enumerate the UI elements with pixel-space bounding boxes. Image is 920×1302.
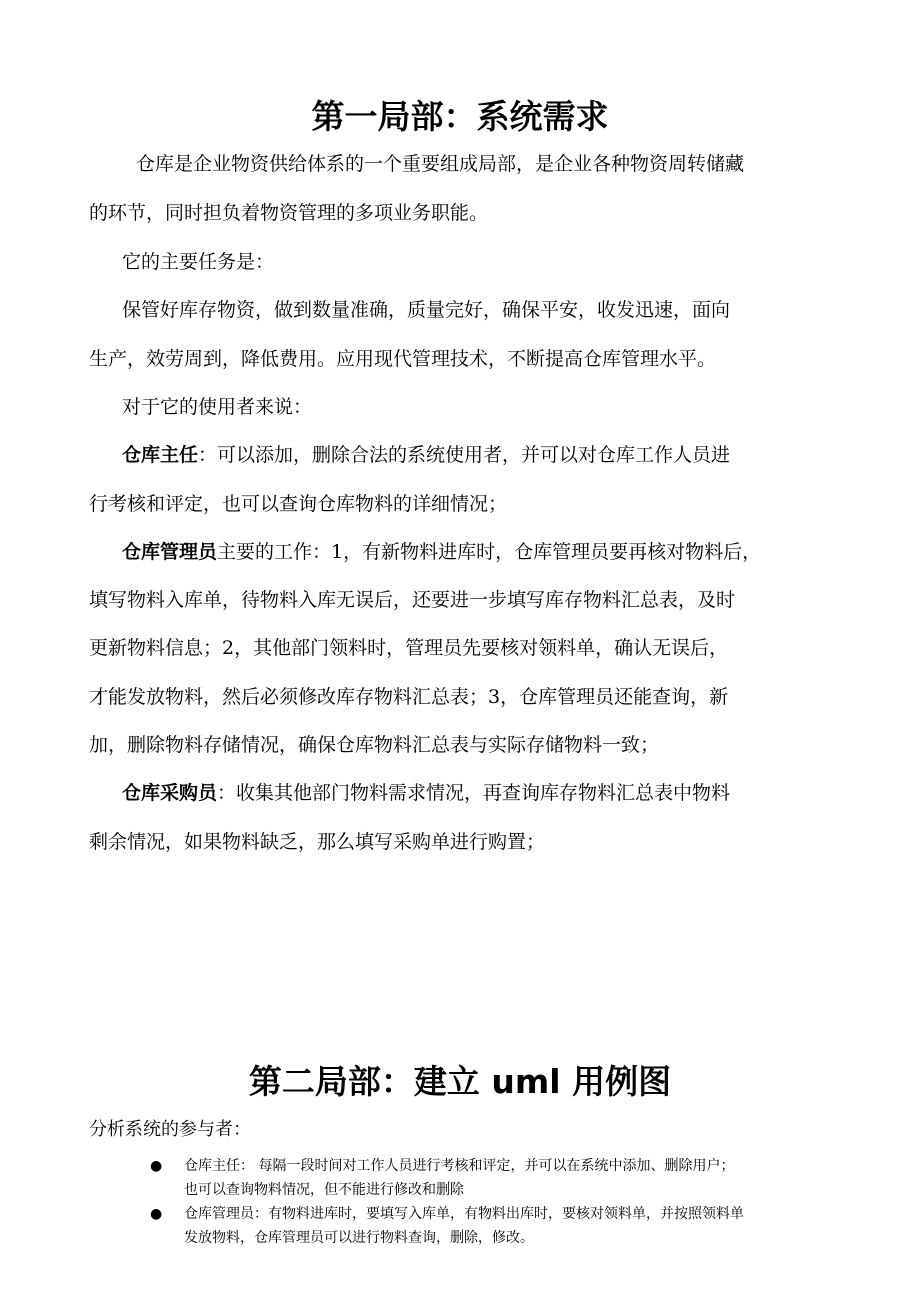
tasks-heading: 它的主要任务是：	[122, 251, 275, 273]
actors-heading: 分析系统的参与者：	[89, 1119, 251, 1140]
buyer-label: 仓库采购员	[122, 782, 218, 804]
users-heading: 对于它的使用者来说：	[122, 396, 313, 418]
buyer-line-1-text: ：收集其他部门物料需求情况，再查询库存物料汇总表中物料	[217, 782, 731, 804]
manager-label: 仓库管理员	[122, 541, 218, 563]
bullet-dot-2: ●	[150, 1206, 163, 1222]
bullet-dot-1: ●	[150, 1158, 163, 1174]
manager-line-5: 加，删除物料存储情况，确保仓库物料汇总表与实际存储物料一致；	[89, 734, 660, 756]
director-label: 仓库主任	[122, 444, 199, 466]
intro-line-1: 仓库是企业物资供给体系的一个重要组成局部，是企业各种物资周转储藏	[136, 153, 745, 175]
manager-line-3: 更新物料信息；2，其他部门领料时，管理员先要核对领料单，确认无误后，	[89, 637, 729, 659]
manager-line-2: 填写物料入库单，待物料入库无误后，还要进一步填写库存物料汇总表，及时	[89, 589, 736, 611]
section2-title: 第二局部：建立 uml 用例图	[248, 1062, 672, 1101]
tasks-line-2: 生产，效劳周到，降低费用。应用现代管理技术，不断提高仓库管理水平。	[89, 348, 717, 370]
tasks-line-1: 保管好库存物资，做到数量准确，质量完好，确保平安，收发迅速，面向	[122, 299, 731, 321]
buyer-line-1	[122, 780, 882, 806]
bullet-2-line-1: 仓库管理员：有物料进库时，要填写入库单，有物料出库时，要核对领料单，并按照领料单	[184, 1206, 744, 1222]
director-line-1-text: ：可以添加，删除合法的系统使用者，并可以对仓库工作人员进	[198, 444, 731, 466]
bullet-2-line-2: 发放物料，仓库管理员可以进行物料查询，删除，修改。	[184, 1230, 534, 1246]
manager-line-1	[122, 539, 882, 565]
bullet-1-line-2: 也可以查询物料情况，但不能进行修改和删除	[184, 1182, 464, 1198]
director-line-1	[122, 442, 882, 468]
buyer-line-2: 剩余情况，如果物料缺乏，那么填写采购单进行购置；	[89, 831, 546, 853]
manager-line-4: 才能发放物料，然后必须修改库存物料汇总表；3，仓库管理员还能查询，新	[89, 686, 729, 708]
section1-title: 第一局部：系统需求	[311, 97, 609, 136]
manager-line-1-text: 主要的工作：1，有新物料进库时，仓库管理员要再核对物料后，	[217, 541, 762, 563]
director-line-2: 行考核和评定，也可以查询仓库物料的详细情况；	[89, 493, 508, 515]
bullet-1-line-1: 仓库主任： 每隔一段时间对工作人员进行考核和评定，并可以在系统中添加、删除用户；	[184, 1158, 735, 1174]
intro-line-2: 的环节，同时担负着物资管理的多项业务职能。	[89, 202, 489, 224]
